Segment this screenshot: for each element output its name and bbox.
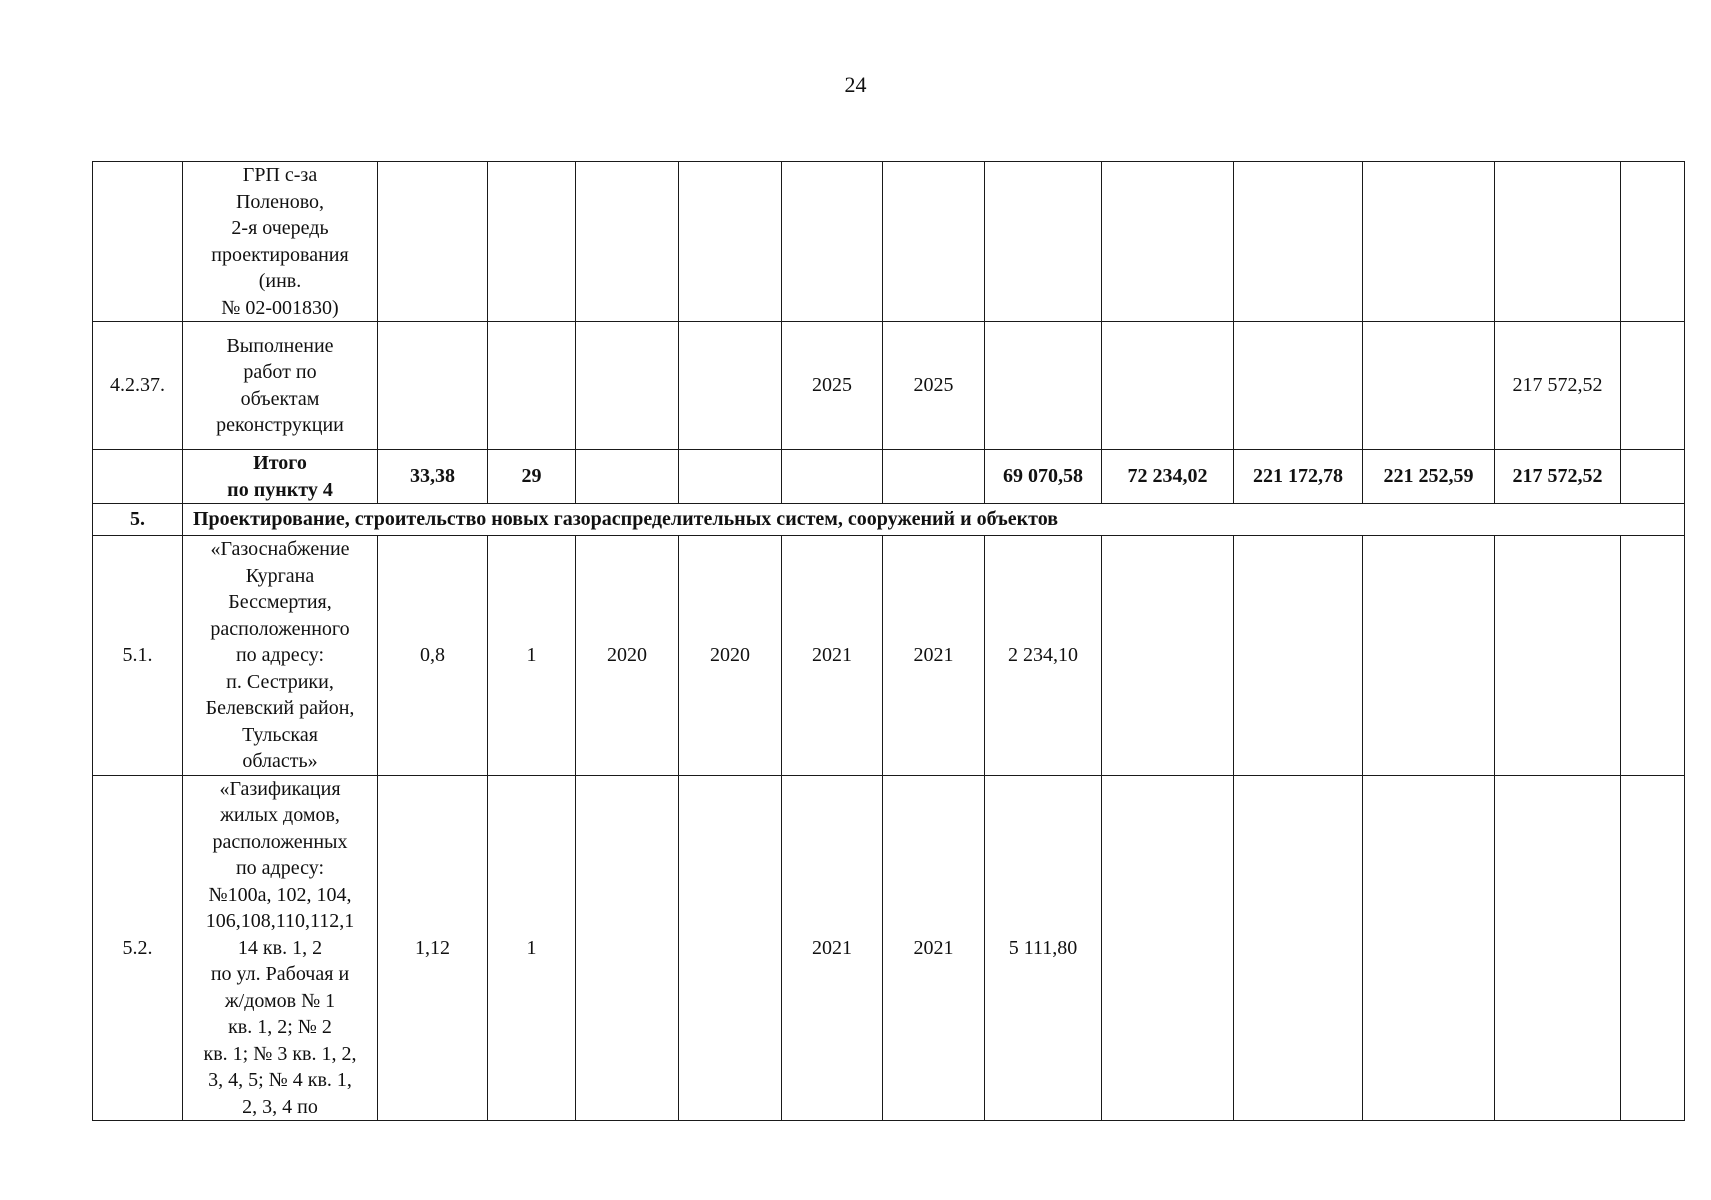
investment-program-table (92, 161, 1685, 1121)
cell-count (488, 162, 576, 322)
page-number: 24 (844, 72, 867, 97)
cell-amount-1: 5 111,80 (985, 775, 1102, 1121)
cell-object-name: Выполнение работ по объектам реконструкции (183, 322, 378, 450)
cell-count: 1 (488, 536, 576, 776)
cell-total-label: Итого по пункту 4 (183, 450, 378, 504)
table-row-total (93, 450, 1685, 504)
cell-extra (1621, 162, 1685, 322)
cell-amount-3: 221 172,78 (1234, 450, 1363, 504)
cell-amount-4 (1363, 775, 1495, 1121)
cell-amount-5 (1495, 775, 1621, 1121)
cell-amount-3 (1234, 536, 1363, 776)
cell-design-start (576, 450, 679, 504)
cell-count: 29 (488, 450, 576, 504)
cell-amount-3 (1234, 775, 1363, 1121)
cell-extra (1621, 775, 1685, 1121)
cell-design-start (576, 162, 679, 322)
cell-amount-2: 72 234,02 (1102, 450, 1234, 504)
cell-length: 0,8 (378, 536, 488, 776)
cell-design-end (679, 322, 782, 450)
cell-amount-2 (1102, 775, 1234, 1121)
cell-number (93, 162, 183, 322)
cell-amount-5: 217 572,52 (1495, 450, 1621, 504)
cell-object-name: «Газификация жилых домов, расположенных по адресу: №100а, 102, 104, 106,108,110,112,1 14 кв. 1, 2 по ул. Рабочая и ж/домов № 1 кв. 1, 2; № 2 кв. 1; № 3 кв. 1, 2, 3, 4, 5; № 4 кв. 1, 2, 3, 4 по (183, 775, 378, 1121)
cell-design-start: 2020 (576, 536, 679, 776)
cell-amount-3 (1234, 322, 1363, 450)
cell-amount-5 (1495, 536, 1621, 776)
cell-amount-5 (1495, 162, 1621, 322)
cell-number: 5.1. (93, 536, 183, 776)
cell-build-end: 2025 (883, 322, 985, 450)
cell-length (378, 162, 488, 322)
cell-build-start: 2021 (782, 536, 883, 776)
cell-amount-4 (1363, 322, 1495, 450)
cell-length (378, 322, 488, 450)
cell-amount-4: 221 252,59 (1363, 450, 1495, 504)
cell-section-number: 5. (93, 504, 183, 536)
cell-object-name: «Газоснабжение Кургана Бессмертия, расположенного по адресу: п. Сестрики, Белевский район, Тульская область» (183, 536, 378, 776)
cell-number (93, 450, 183, 504)
cell-amount-2 (1102, 162, 1234, 322)
cell-amount-3 (1234, 162, 1363, 322)
cell-length: 1,12 (378, 775, 488, 1121)
cell-section-title: Проектирование, строительство новых газораспределительных систем, сооружений и объектов (183, 504, 1685, 536)
cell-build-end: 2021 (883, 536, 985, 776)
cell-amount-5: 217 572,52 (1495, 322, 1621, 450)
cell-amount-2 (1102, 536, 1234, 776)
cell-build-start: 2021 (782, 775, 883, 1121)
cell-build-end (883, 450, 985, 504)
cell-count: 1 (488, 775, 576, 1121)
cell-object-name: ГРП с-за Поленово, 2-я очередь проектирования (инв. № 02-001830) (183, 162, 378, 322)
cell-amount-4 (1363, 162, 1495, 322)
cell-extra (1621, 450, 1685, 504)
cell-count (488, 322, 576, 450)
table-row (93, 322, 1685, 450)
table-row (93, 536, 1685, 776)
cell-number: 4.2.37. (93, 322, 183, 450)
table-row-section (93, 504, 1685, 536)
cell-design-end (679, 775, 782, 1121)
cell-amount-2 (1102, 322, 1234, 450)
cell-build-start (782, 162, 883, 322)
cell-amount-1 (985, 162, 1102, 322)
cell-build-end: 2021 (883, 775, 985, 1121)
cell-amount-4 (1363, 536, 1495, 776)
cell-design-end (679, 450, 782, 504)
table-row (93, 162, 1685, 322)
cell-design-end (679, 162, 782, 322)
cell-amount-1: 69 070,58 (985, 450, 1102, 504)
cell-build-start (782, 450, 883, 504)
cell-amount-1 (985, 322, 1102, 450)
cell-design-end: 2020 (679, 536, 782, 776)
cell-number: 5.2. (93, 775, 183, 1121)
cell-build-end (883, 162, 985, 322)
cell-design-start (576, 775, 679, 1121)
cell-length: 33,38 (378, 450, 488, 504)
cell-design-start (576, 322, 679, 450)
cell-extra (1621, 322, 1685, 450)
cell-extra (1621, 536, 1685, 776)
cell-amount-1: 2 234,10 (985, 536, 1102, 776)
cell-build-start: 2025 (782, 322, 883, 450)
table-row (93, 775, 1685, 1121)
